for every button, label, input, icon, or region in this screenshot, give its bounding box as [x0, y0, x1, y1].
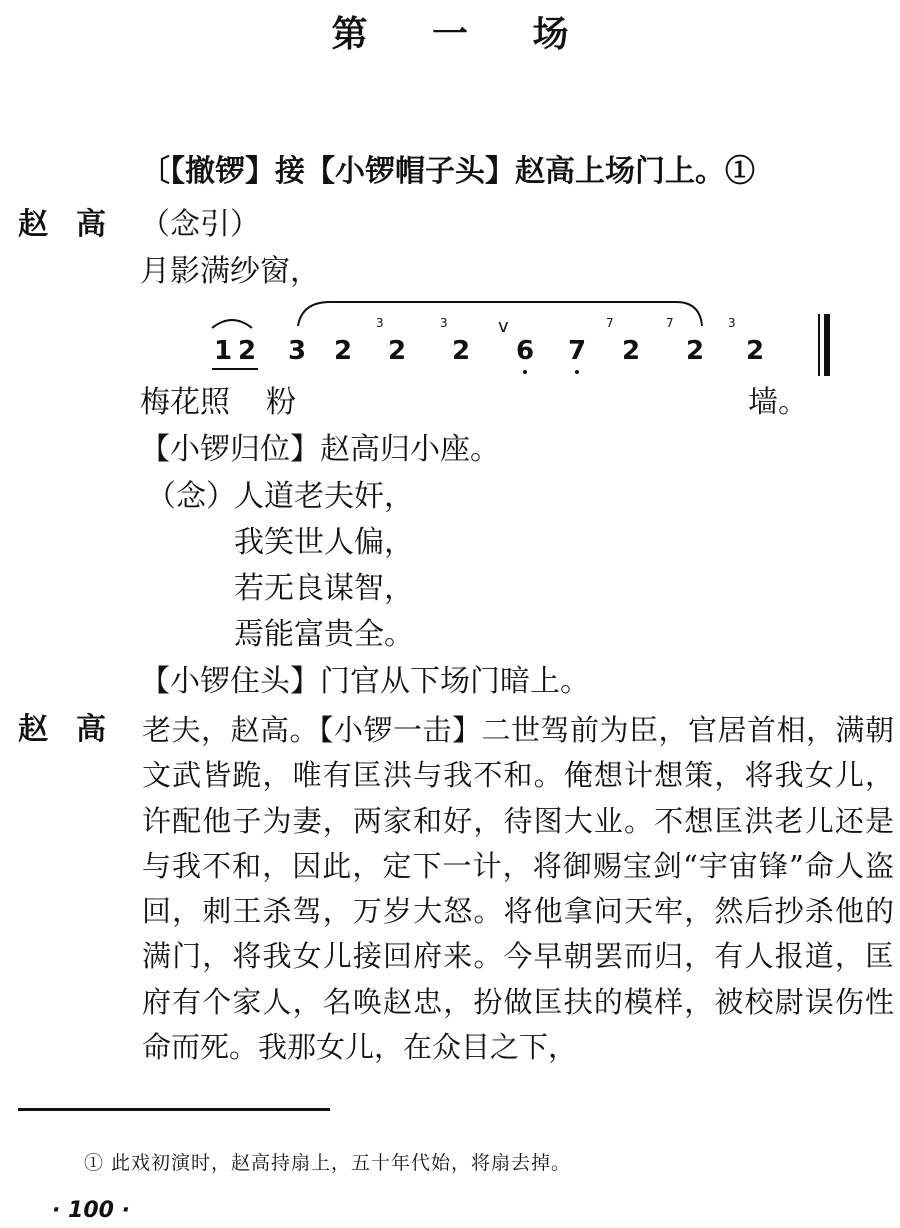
grace-note: 3: [728, 316, 736, 330]
note: 6: [516, 336, 535, 366]
page-title: 第 一 场: [331, 13, 595, 55]
verse-line: 月影满纱窗，: [140, 254, 320, 289]
lyric-segment: 墙。: [748, 385, 808, 420]
slur-marks: [190, 296, 850, 336]
poem-label: （念）: [146, 479, 236, 514]
note: 2: [334, 336, 353, 366]
speaker-name: 赵高: [18, 712, 134, 747]
note: 2: [452, 336, 471, 366]
bar-line: [818, 314, 820, 376]
monologue-text: 老夫，赵高。【小锣一击】二世驾前为臣，官居首相，满朝文武皆跪，唯有匡洪与我不和。俺想计想策，将我女儿，许配他子为妻，两家和好，待图大业。不想匡洪老儿还是与我不和，因此，定下一计，将御赐宝剑“宇宙锋”命人盗回，刺王杀驾，万岁大怒。将他拿问天牢，然后抄杀他的满门，将我女儿接回府来。今早朝罢而归，有人报道，匡府有个家人，名唤赵忠，扮做匡扶的模样，被校尉误伤性命而死。我那女儿，在众目之下，: [142, 713, 894, 1065]
lyric-segment: 梅花照: [140, 385, 230, 420]
note: 2: [686, 336, 705, 366]
low-octave-dot: [523, 370, 527, 374]
page-number: · 100 ·: [52, 1198, 130, 1223]
stage-direction-entrance: 〔【撤锣】接【小锣帽子头】赵高上场门上。①: [140, 154, 755, 189]
note: 2: [388, 336, 407, 366]
poem-line: 焉能富贵全。: [234, 617, 414, 652]
stage-direction-seat: 【小锣归位】赵高归小座。: [140, 432, 500, 467]
lyric-segment: 粉: [266, 385, 296, 420]
grace-note: 3: [440, 316, 448, 330]
note: 2: [746, 336, 765, 366]
speaker-name: 赵高: [18, 207, 134, 242]
footnote-text: ① 此戏初演时，赵高持扇上，五十年代始，将扇去掉。: [84, 1152, 572, 1174]
music-notation: [190, 296, 850, 386]
note: 2: [238, 336, 257, 366]
note: 1: [214, 336, 233, 366]
poem-line: 我笑世人偏，: [234, 525, 414, 560]
beam-underline: [212, 368, 258, 370]
poem-line: 人道老夫奸，: [234, 479, 414, 514]
stage-direction-gatekeeper: 【小锣住头】门官从下场门暗上。: [140, 664, 590, 699]
note: 3: [288, 336, 307, 366]
low-octave-dot: [575, 370, 579, 374]
grace-note: 7: [666, 316, 674, 330]
grace-note: 7: [606, 316, 614, 330]
footnote-divider: [18, 1108, 330, 1111]
final-bar-line: [824, 314, 830, 376]
note: 7: [568, 336, 587, 366]
note: 2: [622, 336, 641, 366]
recite-intro-label: （念引）: [140, 207, 260, 242]
poem-line: 若无良谋智，: [234, 571, 414, 606]
grace-note: 3: [376, 316, 384, 330]
breath-mark: v: [498, 316, 509, 337]
